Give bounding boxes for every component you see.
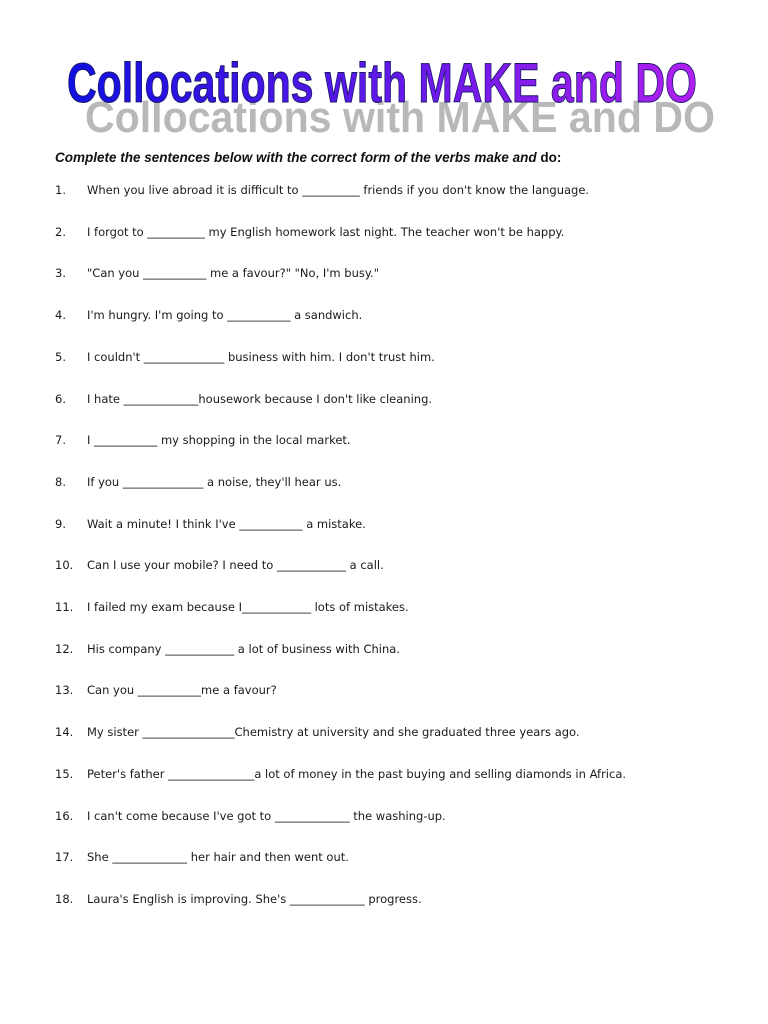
exercise-sentence: Peter's father _______________a lot of money in the past buying and selling diamonds in Africa. — [87, 767, 627, 781]
exercise-sentence: His company ____________ a lot of business with China. — [87, 642, 400, 656]
exercise-item — [55, 265, 379, 281]
exercise-item — [55, 224, 564, 240]
exercise-number: 7. — [55, 433, 66, 447]
instruction-plain: do — [536, 150, 557, 165]
exercise-item — [55, 307, 362, 323]
exercise-number: 3. — [55, 266, 66, 280]
exercise-sentence: When you live abroad it is difficult to __________ friends if you don't know the language. — [87, 183, 590, 197]
exercise-sentence: "Can you ___________ me a favour?" "No, I'm busy." — [87, 266, 379, 280]
exercise-number: 10. — [55, 558, 74, 572]
exercise-sentence: I hate _____________housework because I don't like cleaning. — [87, 392, 433, 406]
exercise-item — [55, 474, 341, 490]
exercise-sentence: Laura's English is improving. She's _____________ progress. — [87, 892, 422, 906]
exercise-number: 16. — [55, 809, 74, 823]
exercise-number: 15. — [55, 767, 74, 781]
exercise-sentence: I ___________ my shopping in the local market. — [87, 433, 351, 447]
exercise-item — [55, 516, 366, 532]
exercise-number: 14. — [55, 725, 74, 739]
title-shadow: Collocations with MAKE and DO — [85, 93, 715, 142]
exercise-item — [55, 557, 384, 573]
exercise-number: 11. — [55, 600, 74, 614]
exercise-sentence: I couldn't ______________ business with him. I don't trust him. — [87, 350, 435, 364]
exercise-number: 8. — [55, 475, 66, 489]
exercise-item — [55, 682, 277, 698]
exercise-item — [55, 724, 580, 740]
exercise-number: 17. — [55, 850, 74, 864]
exercise-sentence: I failed my exam because I____________ lots of mistakes. — [87, 600, 409, 614]
exercise-sentence: Wait a minute! I think I've ___________ a mistake. — [87, 517, 366, 531]
instruction-italic: Complete the sentences below with the correct form of the verbs make and — [55, 150, 537, 165]
exercise-number: 12. — [55, 642, 74, 656]
exercise-item — [55, 849, 349, 865]
exercise-sentence: I forgot to __________ my English homework last night. The teacher won't be happy. — [87, 225, 565, 239]
exercise-item — [55, 766, 626, 782]
exercise-item — [55, 349, 435, 365]
exercise-sentence: She _____________ her hair and then went out. — [87, 850, 349, 864]
exercise-number: 2. — [55, 225, 66, 239]
title-text: Collocations with MAKE and DO — [67, 51, 697, 114]
exercise-item — [55, 432, 351, 448]
exercise-sentence: Can you ___________me a favour? — [87, 683, 277, 697]
instruction-colon: : — [556, 150, 562, 165]
exercise-sentence: Can I use your mobile? I need to ____________ a call. — [87, 558, 384, 572]
exercise-item — [55, 182, 589, 198]
exercise-number: 6. — [55, 392, 66, 406]
exercise-number: 4. — [55, 308, 66, 322]
exercise-item — [55, 808, 446, 824]
exercise-number: 1. — [55, 183, 66, 197]
exercise-sentence: I'm hungry. I'm going to ___________ a sandwich. — [87, 308, 363, 322]
exercise-item — [55, 599, 409, 615]
exercise-number: 5. — [55, 350, 66, 364]
exercise-item — [55, 641, 400, 657]
exercise-sentence: My sister ________________Chemistry at university and she graduated three years ago. — [87, 725, 580, 739]
exercise-sentence: I can't come because I've got to _____________ the washing-up. — [87, 809, 446, 823]
exercise-item — [55, 891, 422, 907]
exercise-number: 9. — [55, 517, 66, 531]
exercise-number: 18. — [55, 892, 74, 906]
exercise-item — [55, 391, 432, 407]
exercise-number: 13. — [55, 683, 74, 697]
exercise-sentence: If you ______________ a noise, they'll hear us. — [87, 475, 342, 489]
